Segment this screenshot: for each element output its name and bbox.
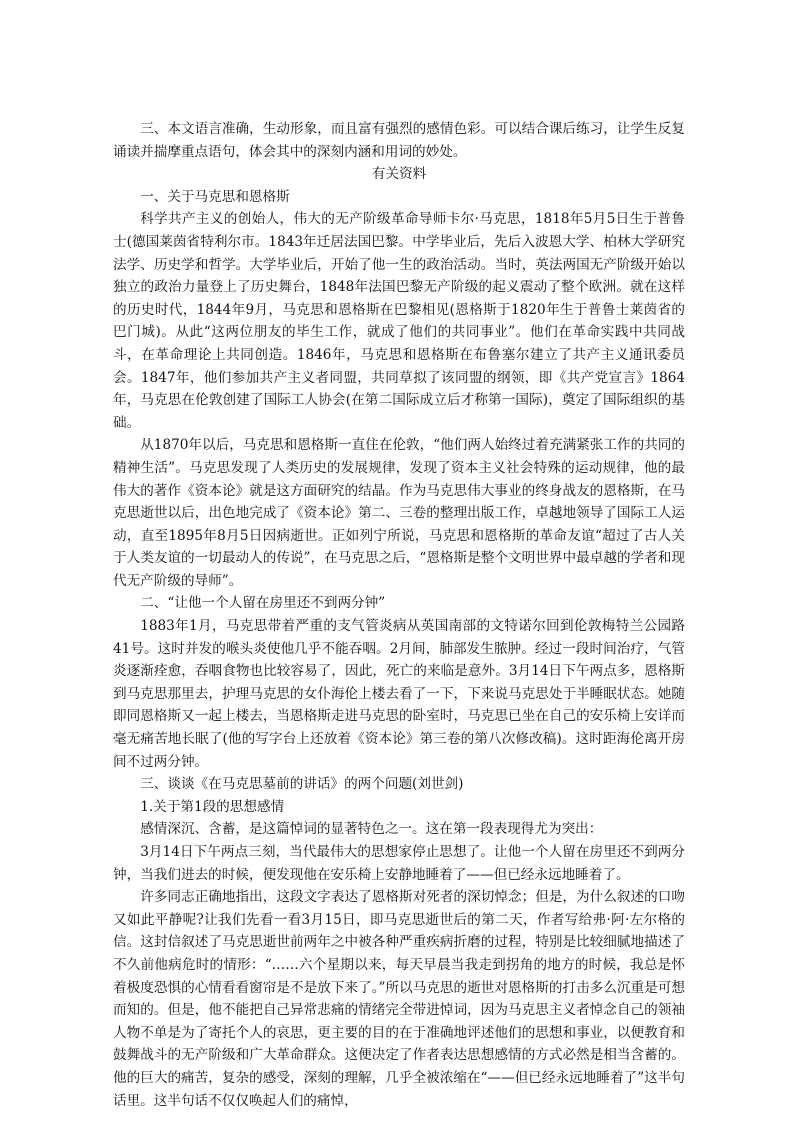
intro-paragraph: 三、本文语言准确，生动形象，而且富有强烈的感情色彩。可以结合课后练习，让学生反复诵读并揣摩重点语句，体会其中的深刻内涵和用词的妙处。	[113, 121, 685, 160]
paragraph-marx-death: 1883年1月，马克思带着严重的支气管炎病从英国南部的文特诺尔回到伦敦梅特兰公园路41号。这时并发的喉头炎使他几乎不能吞咽。2月间，肺部发生脓肿。经过一段时间治疗，气管炎逐渐痊愈，吞咽食物也比较容易了，因此，死亡的来临是意外。3月14日下午两点多，恩格斯到马克思那里去，护理马克思的女仆海伦上楼去看了一下，下来说马克思处于半睡眠状态。她随即同恩格斯又一起上楼去，当恩格斯走进马克思的卧室时，马克思已坐在自己的安乐椅上安详而毫无痛苦地长眠了(他的写字台上还放着《资本论》第三卷的第八次修改稿)。这时距海伦离开房间不过两分钟。	[113, 618, 685, 770]
document-page	[113, 118, 685, 1112]
subheading-paragraph-one: 1.关于第1段的思想感情	[140, 798, 285, 815]
paragraph-feeling: 感情深沉、含蓄，是这篇悼词的显著特色之一。这在第一段表现得尤为突出：	[140, 821, 603, 838]
heading-two-questions: 三、谈谈《在马克思墓前的讲话》的两个问题(刘世剑)	[140, 776, 464, 793]
paragraph-london-years: 从1870年以后，马克思和恩格斯一直住在伦敦，“他们两人始终过着充满紧张工作的共同的精神生活”。马克思发现了人类历史的发展规律，发现了资本主义社会特殊的运动规律，他的最伟大的著作《资本论》就是这方面研究的结晶。作为马克思伟大事业的终身战友的恩格斯，在马克思逝世以后，出色地完成了《资本论》第二、三卷的整理出版工作，卓越地领导了国际工人运动，直至1895年8月5日因病逝世。正如列宁所说，马克思和恩格斯的革命友谊“超过了古人关于人类友谊的一切最动人的传说”，在马克思之后，“恩格斯是整个文明世界中最卓越的学者和现代无产阶级的导师”。	[113, 437, 685, 589]
paragraph-quote: 3月14日下午两点三刻，当代最伟大的思想家停止思想了。让他一个人留在房里还不到两分钟，当我们进去的时候，便发现他在安乐椅上安静地睡着了——但已经永远地睡着了。	[113, 844, 685, 883]
paragraph-analysis: 许多同志正确地指出，这段文字表达了恩格斯对死者的深切悼念；但是，为什么叙述的口吻又如此平静呢?让我们先看一看3月15日，即马克思逝世后的第二天，作者写给弗·阿·左尔格的信。这封信叙述了马克思逝世前两年之中被各种严重疾病折磨的过程，特别是比较细腻地描述了不久前他病危时的情形：“……六个星期以来，每天早晨当我走到拐角的地方的时候，我总是怀着极度恐惧的心情看看窗帘是不是放下来了。”所以马克思的逝世对恩格斯的打击多么沉重是可想而知的。但是，他不能把自己异常悲痛的情绪完全带进悼词，因为马克思主义者悼念自己的领袖人物不单是为了寄托个人的哀思，更主要的目的在于准确地评述他们的思想和事业，以便教育和鼓舞战斗的无产阶级和广大革命群众。这便决定了作者表达思想感情的方式必然是相当含蓄的。他的巨大的痛苦，复杂的感受，深刻的理解，几乎全被浓缩在“——但已经永远地睡着了”这半句话里。这半句话不仅仅唤起人们的痛悼，	[113, 889, 685, 1109]
heading-marx-engels: 一、关于马克思和恩格斯	[140, 188, 290, 205]
paragraph-marx-biography: 科学共产主义的创始人，伟大的无产阶级革命导师卡尔·马克思，1818年5月5日生于普鲁士(德国莱茵省特利尔市。1843年迁居法国巴黎。中学毕业后，先后入波恩大学、柏林大学研究法学、历史学和哲学。大学毕业后，开始了他一生的政治活动。当时，英法两国无产阶级开始以独立的政治力量登上了历史舞台，1848年法国巴黎无产阶级的起义震动了整个欧洲。就在这样的历史时代，1844年9月，马克思和恩格斯在巴黎相见(恩格斯于1820年生于普鲁士莱茵省的巴门城)。从此“这两位朋友的毕生工作，就成了他们的共同事业”。他们在革命实践中共同战斗，在革命理论上共同创造。1846年，马克思和恩格斯在布鲁塞尔建立了共产主义通讯委员会。1847年，他们参加共产主义者同盟，共同草拟了该同盟的纲领，即《共产党宣言》1864年，马克思在伦敦创建了国际工人协会(在第二国际成立后才称第一国际)，奠定了国际组织的基础。	[113, 211, 685, 431]
heading-two-minutes: 二、“让他一个人留在房里还不到两分钟”	[140, 595, 386, 612]
section-title: 有关资料	[371, 166, 427, 183]
